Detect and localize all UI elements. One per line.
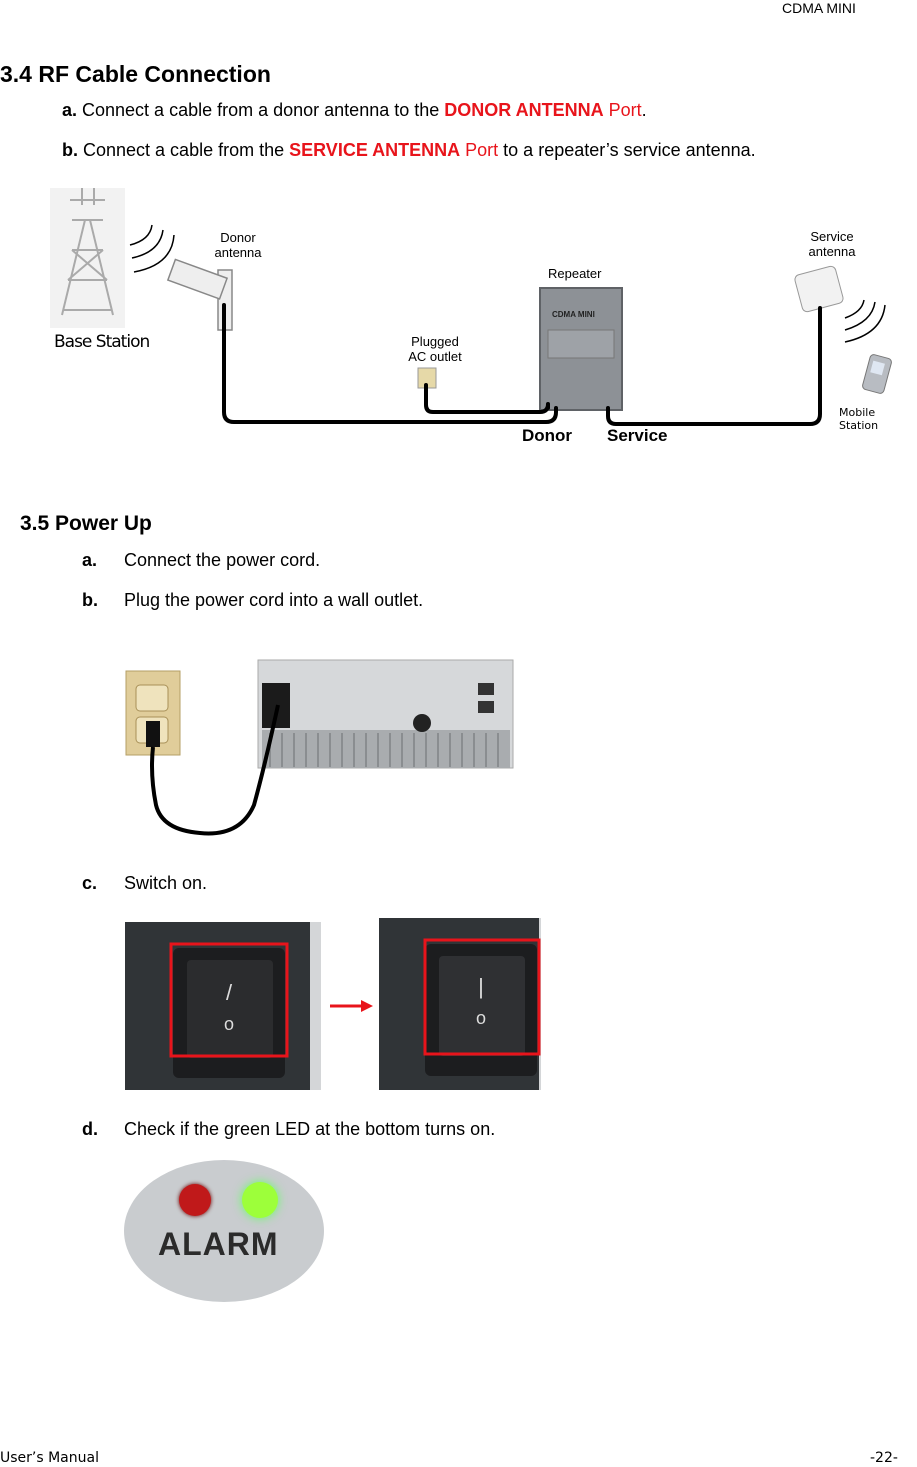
plugged-ac-outlet-label: [402, 334, 468, 364]
step-b-text: Plug the power cord into a wall outlet.: [124, 590, 424, 610]
donor-port-label: Donor: [522, 426, 573, 445]
port-name: DONOR ANTENNA: [444, 100, 604, 120]
switch-on-photos: [125, 918, 545, 1093]
step-d-text: Check if the green LED at the bottom turns on.: [124, 1119, 496, 1139]
alarm-led-panel: [124, 1160, 324, 1302]
plugged-label-line1: Plugged: [411, 334, 459, 349]
step-text-end: .: [641, 100, 647, 120]
service-antenna-label-line1: Service: [810, 229, 854, 244]
header-product: CDMA MINI: [782, 0, 856, 16]
section-title-power-up: 3.5 Power Up: [20, 512, 152, 535]
power-cord-photo: [120, 655, 520, 840]
repeater-label: Repeater: [548, 266, 602, 281]
step-a-letter: a.: [82, 550, 98, 570]
mobile-station-label: Mobile Station: [839, 406, 879, 432]
step-c-text: Switch on.: [124, 873, 208, 893]
mobile-signal-icon: [845, 300, 885, 342]
base-station-tower-icon: [50, 188, 125, 328]
plugged-label-line2: AC outlet: [408, 349, 462, 364]
mobile-phone-icon: [862, 354, 893, 394]
step-a-rf: [62, 100, 647, 121]
donor-antenna-label-line1: Donor: [220, 230, 256, 245]
step-letter: b.: [62, 140, 78, 160]
step-text: Connect a cable from the: [78, 140, 290, 160]
repeater-icon: [540, 288, 622, 410]
power-green-led: [242, 1182, 278, 1218]
step-b-rf: [62, 140, 756, 161]
service-antenna-icon: [794, 265, 844, 313]
alarm-red-led: [179, 1184, 211, 1216]
donor-antenna-label-line2: antenna: [214, 245, 262, 260]
footer-manual: User’s Manual: [0, 1450, 99, 1466]
step-text-end: to a repeater’s service antenna.: [498, 140, 756, 160]
rf-cables: [224, 305, 820, 424]
svg-text:o: o: [475, 1008, 487, 1028]
step-c-letter: c.: [82, 873, 98, 893]
service-antenna-label: [802, 229, 862, 259]
svg-text:/: /: [225, 980, 233, 1005]
base-station-label: Base Station: [54, 332, 150, 352]
footer-page-number: -22-: [870, 1450, 898, 1466]
base-station-signal-icon: [130, 225, 174, 272]
port-word: Port: [460, 140, 499, 160]
service-port-label: Service: [607, 426, 668, 445]
svg-text:o: o: [223, 1014, 235, 1034]
rf-connection-diagram: [0, 180, 917, 460]
port-name: SERVICE ANTENNA: [289, 140, 461, 160]
port-word: Port: [603, 100, 642, 120]
step-a-text: Connect the power cord.: [124, 550, 321, 570]
step-letter: a.: [62, 100, 78, 120]
step-b-letter: b.: [82, 590, 98, 610]
step-d-letter: d.: [82, 1119, 98, 1139]
section-title-rf-cable: 3.4 RF Cable Connection: [0, 61, 271, 87]
service-antenna-label-line2: antenna: [808, 244, 856, 259]
repeater-brand: CDMA MINI: [552, 310, 595, 319]
alarm-label: ALARM: [158, 1226, 279, 1262]
svg-text:|: |: [478, 974, 484, 999]
step-text: Connect a cable from a donor antenna to the: [77, 100, 445, 120]
donor-antenna-label: [210, 230, 266, 260]
